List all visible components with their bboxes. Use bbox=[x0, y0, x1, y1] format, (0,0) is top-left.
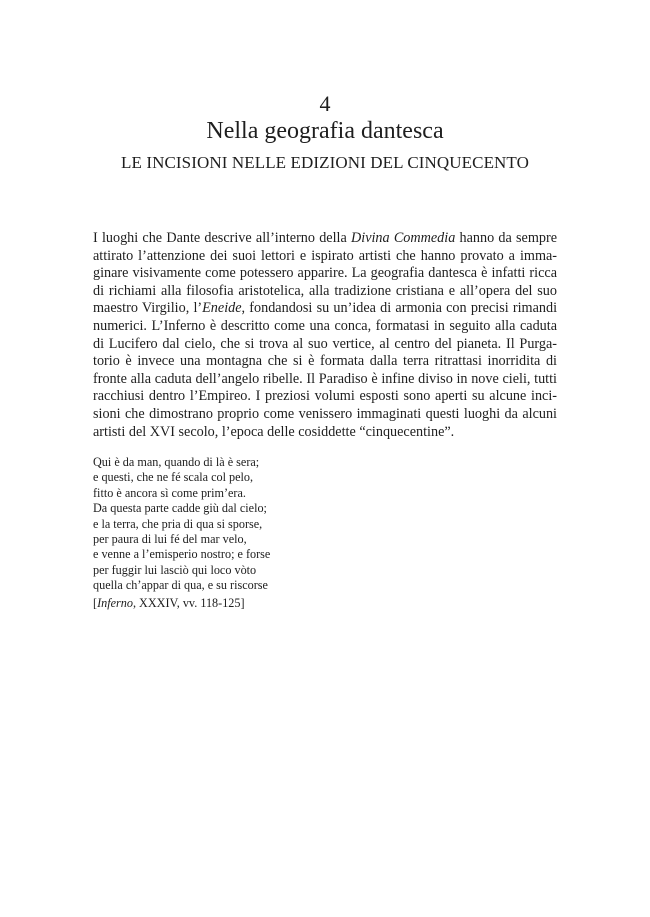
verse-line: e venne a l’emisperio nostro; e forse bbox=[93, 547, 271, 562]
intro-line: sioni che dimostrano proprio come venissero immaginati questi luoghi da alcuni bbox=[93, 405, 557, 422]
intro-paragraph bbox=[93, 230, 557, 441]
chapter-subtitle: LE INCISIONI NELLE EDIZIONI DEL CINQUECENTO bbox=[121, 153, 529, 172]
intro-text: hanno da sempre bbox=[455, 230, 557, 246]
verse-line: per fuggir lui lasciò qui loco vòto bbox=[93, 562, 257, 577]
intro-line bbox=[93, 300, 557, 318]
chapter-title: Nella geografia dantesca bbox=[206, 118, 444, 144]
verse-line: e la terra, che pria di qua si sporse, bbox=[93, 516, 263, 531]
verse-citation bbox=[93, 596, 245, 611]
intro-line: numerici. L’Inferno è descritto come una conca, formatasi in seguito alla caduta bbox=[93, 317, 557, 334]
intro-text: , fondandosi su un’idea di armonia con precisi rimandi bbox=[241, 300, 558, 317]
verse-line: Qui è da man, quando di là è sera; bbox=[93, 455, 260, 469]
citation-bracket: [ bbox=[93, 596, 98, 610]
intro-line: artisti del XVI secolo, l’epoca delle cosiddette “cinquecentine”. bbox=[93, 423, 455, 440]
chapter-number: 4 bbox=[319, 91, 331, 116]
verse-line: quella ch’appar di qua, e su riscorse bbox=[93, 578, 268, 593]
intro-line: racchiusi dentro l’Empireo. I preziosi volumi esposti sono aperti su alcune inci- bbox=[93, 388, 557, 405]
intro-line: fronte alla caduta dell’angelo ribelle. Il Paradiso è infine diviso in nove cieli, tutti bbox=[93, 370, 557, 387]
verse-line: e questi, che ne fé scala col pelo, bbox=[93, 470, 254, 485]
verse-quotation bbox=[93, 455, 270, 594]
intro-line: di Lucifero dal cielo, che si trova al suo vertice, al centro del pianeta. Il Purga- bbox=[93, 335, 557, 352]
intro-line: di richiami alla filosofia aristotelica, alla tradizione cristiana e all’opera del suo bbox=[93, 282, 557, 299]
intro-line bbox=[93, 230, 557, 248]
work-title-divina-commedia: Divina Commedia bbox=[351, 230, 456, 246]
verse-line: per paura di lui fé del mar velo, bbox=[93, 532, 247, 547]
citation-reference: , XXXIV, vv. 118-125] bbox=[132, 596, 245, 610]
verse-line: fitto è ancora sì come prim’era. bbox=[93, 485, 246, 500]
work-title-eneide: Eneide bbox=[202, 300, 242, 317]
citation-work-title: Inferno bbox=[97, 596, 133, 610]
verse-line: Da questa parte cadde giù dal cielo; bbox=[93, 501, 267, 516]
intro-text: maestro Virgilio, l’ bbox=[93, 300, 203, 317]
intro-text: I luoghi che Dante descrive all’interno della bbox=[93, 230, 351, 246]
intro-line: attirato l’attenzione dei suoi lettori e ispirato artisti che hanno provato a imma- bbox=[93, 247, 557, 264]
intro-line: torio è invece una montagna che si è formata dalla terra ritrattasi inorridita di bbox=[93, 353, 557, 370]
intro-line: ginare visivamente come potessero apparire. La geografia dantesca è infatti ricca bbox=[93, 265, 557, 282]
